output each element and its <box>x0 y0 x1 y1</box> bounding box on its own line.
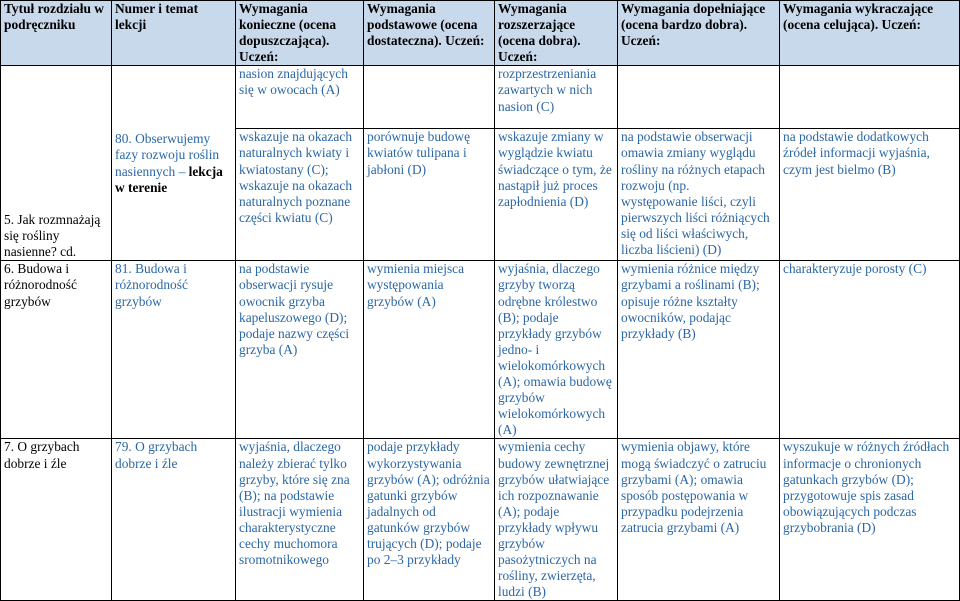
requirement-standard: wymienia miejsca występowania grzybów (A) <box>364 261 495 439</box>
requirement-complementary <box>618 129 780 261</box>
requirement-standard <box>364 66 495 129</box>
requirement-complementary-a: na podstawie obserwacji omawia zmiany wyglądu rośliny na różnych etapach rozwoju (np. <box>621 129 765 193</box>
requirement-basic: wskazuje na okazach naturalnych kwiaty i kwiatostany (C); wskazuje na okazach naturalnych poznane części kwiatu (C) <box>236 129 364 261</box>
chapter-title-cell <box>1 66 112 261</box>
requirement-standard: podaje przykłady wykorzystywania grzybów (A); odróżnia gatunki grzybów jadalnych od gatunków grzybów trujących (D); podaje po 2–3 przykłady <box>364 439 495 601</box>
requirement-basic: nasion znajdujących się w owocach (A) <box>236 66 364 129</box>
requirement-extended: wymienia cechy budowy zewnętrznej grzybów ułatwiające ich rozpoznawanie (A); podaje przykłady wpływu grzybów pasożytniczych na rośliny, zwierzęta, ludzi (B) <box>495 439 618 601</box>
requirement-extended: wskazuje zmiany w wyglądzie kwiatu świadczące o tym, że nastąpił już proces zapłodnienia (D) <box>495 129 618 261</box>
requirement-excellent <box>780 66 960 129</box>
requirement-basic: wyjaśnia, dlaczego należy zbierać tylko grzyby, które się zna (B); na podstawie ilustracji wymienia charakterystyczne cechy muchomora sromotnikowego <box>236 439 364 601</box>
lesson-79: 79. O grzybach dobrze i źle <box>112 439 236 601</box>
requirement-excellent: wyszukuje w różnych źródłach informacje o chronionych gatunkach grzybów (D); przygotowuje spis zasad obowiązujących podczas grzybobrania (D) <box>780 439 960 601</box>
header-required-excellent: Wymagania wykraczające (ocena celująca). Uczeń: <box>780 1 960 66</box>
header-required-complementary: Wymagania dopełniające (ocena bardzo dobra). Uczeń: <box>618 1 780 66</box>
chapter-title-5: 5. Jak rozmnażają się rośliny nasienne? cd. <box>4 212 101 260</box>
requirement-excellent: charakteryzuje porosty (C) <box>780 261 960 439</box>
requirement-excellent: na podstawie dodatkowych źródeł informacji wyjaśnia, czym jest bielmo (B) <box>780 129 960 261</box>
header-lesson-number: Numer i temat lekcji <box>112 1 236 66</box>
requirement-complementary <box>618 66 780 129</box>
chapter-title-6: 6. Budowa i różnorodność grzybów <box>1 261 112 439</box>
requirement-extended: wyjaśnia, dlaczego grzyby tworzą odrębne królestwo (B); podaje przykłady grzybów jedno- i wielokomórkowych (A); omawia budowę grzybów wielokomórkowych (A) <box>495 261 618 439</box>
chapter-title-7: 7. O grzybach dobrze i źle <box>1 439 112 601</box>
header-chapter-title: Tytuł rozdziału w podręczniku <box>1 1 112 66</box>
requirement-basic: na podstawie obserwacji rysuje owocnik grzyba kapeluszowego (D); podaje nazwy części grzyba (A) <box>236 261 364 439</box>
table-row <box>1 261 960 439</box>
requirement-standard: porównuje budowę kwiatów tulipana i jabłoni (D) <box>364 129 495 261</box>
table-row <box>1 439 960 601</box>
requirement-extended: rozprzestrzeniania zawartych w nich nasion (C) <box>495 66 618 129</box>
header-required-extended: Wymagania rozszerzające (ocena dobra). Uczeń: <box>495 1 618 66</box>
requirement-complementary: wymienia różnice między grzybami a roślinami (B); opisuje różne kształty owocników, podając przykłady (B) <box>618 261 780 439</box>
header-row <box>1 1 960 66</box>
lesson-80-text: 80. Obserwujemy fazy rozwoju roślin nasiennych – <box>115 131 220 179</box>
header-required-standard: Wymagania podstawowe (ocena dostateczna). Uczeń: <box>364 1 495 66</box>
lesson-80-field-note: lekcja w terenie <box>115 163 223 195</box>
lesson-81: 81. Budowa i różnorodność grzybów <box>112 261 236 439</box>
requirement-complementary-b: występowanie liści, czyli pierwszych liści różniących się od liści właściwych, liczba liścieni) (D) <box>621 193 770 258</box>
lesson-cell <box>112 66 236 261</box>
requirement-complementary: wymienia objawy, które mogą świadczyć o zatruciu grzybami (A); omawia sposób postępowania w przypadku podejrzenia zatrucia grzybami (A) <box>618 439 780 601</box>
header-required-basic: Wymagania konieczne (ocena dopuszczająca). Uczeń: <box>236 1 364 66</box>
table-row <box>1 66 960 129</box>
